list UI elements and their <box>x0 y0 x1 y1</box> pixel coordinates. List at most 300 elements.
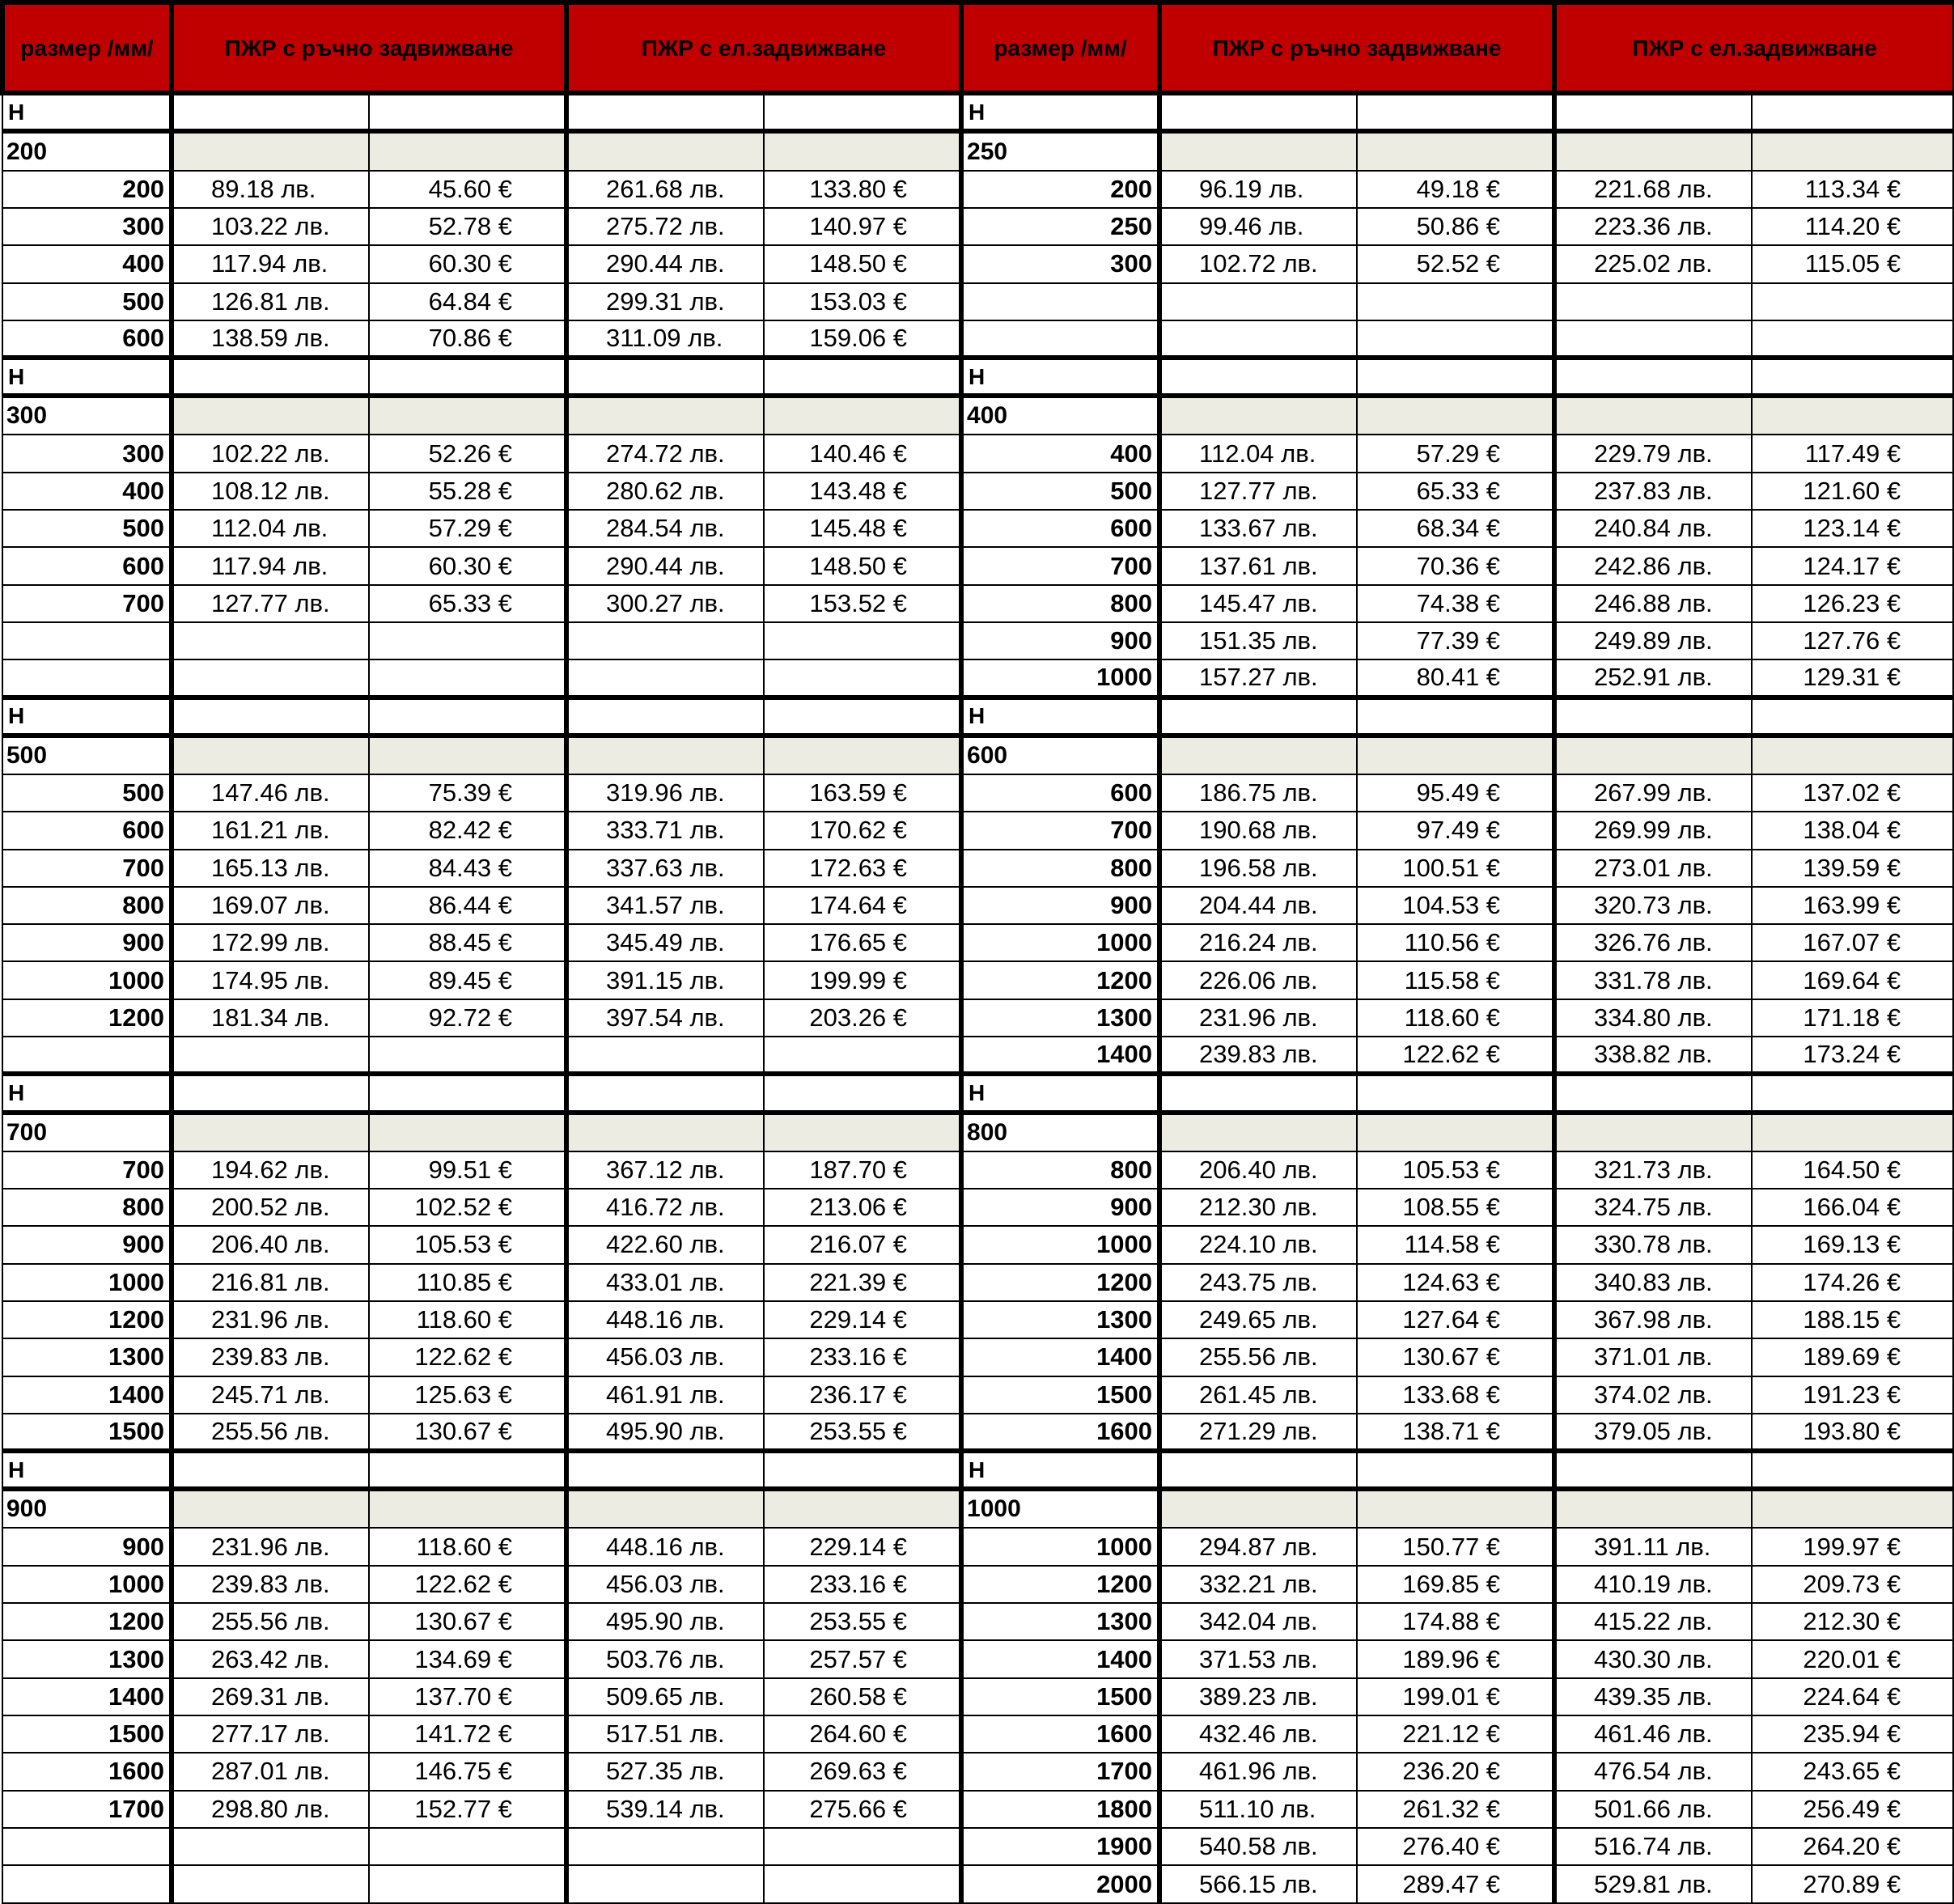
manual-price-bgn: 206.40 лв. <box>172 1226 369 1263</box>
empty-cell <box>961 283 1159 320</box>
empty-cell <box>369 1037 566 1074</box>
manual-price-eur: 118.60 € <box>369 1301 566 1338</box>
electric-price-eur: 264.20 € <box>1752 1828 1954 1865</box>
empty-cell <box>1752 131 1954 170</box>
electric-price-bgn: 495.90 лв. <box>566 1414 764 1451</box>
electric-price-bgn: 430.30 лв. <box>1554 1640 1752 1677</box>
electric-price-eur: 163.99 € <box>1752 887 1954 924</box>
manual-price-bgn: 212.30 лв. <box>1159 1189 1357 1226</box>
electric-price-eur: 191.23 € <box>1752 1376 1954 1414</box>
electric-price-eur: 126.23 € <box>1752 585 1954 622</box>
table-row <box>2 585 1954 622</box>
manual-price-eur: 134.69 € <box>369 1640 566 1677</box>
manual-price-eur: 122.62 € <box>369 1338 566 1376</box>
electric-price-eur: 187.70 € <box>764 1151 961 1189</box>
manual-price-eur: 141.72 € <box>369 1715 566 1753</box>
electric-price-bgn: 415.22 лв. <box>1554 1603 1752 1640</box>
electric-price-bgn: 379.05 лв. <box>1554 1414 1752 1451</box>
height-label: H <box>961 698 1159 736</box>
table-row <box>2 1865 1954 1903</box>
size-value: 1700 <box>2 1791 172 1828</box>
electric-price-eur: 199.97 € <box>1752 1528 1954 1565</box>
empty-cell <box>1357 1451 1554 1489</box>
manual-drive-header: ПЖР с ръчно задвижване <box>172 2 566 93</box>
manual-price-bgn: 194.62 лв. <box>172 1151 369 1189</box>
table-row <box>2 208 1954 245</box>
empty-cell <box>566 358 764 396</box>
size-value: 600 <box>961 510 1159 547</box>
electric-price-eur: 256.49 € <box>1752 1791 1954 1828</box>
electric-price-bgn: 509.65 лв. <box>566 1678 764 1715</box>
electric-price-eur: 137.02 € <box>1752 774 1954 812</box>
table-row <box>2 1603 1954 1640</box>
empty-cell <box>1159 320 1357 358</box>
empty-cell <box>1752 1113 1954 1151</box>
electric-price-eur: 163.59 € <box>764 774 961 812</box>
size-value: 200 <box>2 171 172 208</box>
manual-price-bgn: 174.95 лв. <box>172 961 369 999</box>
empty-cell <box>566 622 764 659</box>
manual-price-eur: 49.18 € <box>1357 171 1554 208</box>
manual-price-bgn: 138.59 лв. <box>172 320 369 358</box>
electric-price-bgn: 501.66 лв. <box>1554 1791 1752 1828</box>
height-label-row <box>2 93 1954 131</box>
empty-cell <box>369 1828 566 1865</box>
size-value: 1600 <box>2 1753 172 1790</box>
electric-price-eur: 153.52 € <box>764 585 961 622</box>
size-value: 500 <box>2 510 172 547</box>
electric-price-eur: 123.14 € <box>1752 510 1954 547</box>
manual-price-eur: 60.30 € <box>369 547 566 584</box>
electric-price-eur: 212.30 € <box>1752 1603 1954 1640</box>
electric-price-eur: 114.20 € <box>1752 208 1954 245</box>
empty-cell <box>172 358 369 396</box>
table-row <box>2 547 1954 584</box>
electric-price-bgn: 367.98 лв. <box>1554 1301 1752 1338</box>
group-height-value: 300 <box>2 396 172 435</box>
size-value: 700 <box>2 850 172 887</box>
electric-price-eur: 171.18 € <box>1752 999 1954 1037</box>
table-row <box>2 999 1954 1037</box>
size-value: 1600 <box>961 1414 1159 1451</box>
height-label: H <box>2 1074 172 1112</box>
height-label: H <box>2 1451 172 1489</box>
manual-price-eur: 86.44 € <box>369 887 566 924</box>
electric-price-eur: 221.39 € <box>764 1264 961 1301</box>
empty-cell <box>1752 1451 1954 1489</box>
empty-cell <box>566 1828 764 1865</box>
empty-cell <box>1357 1489 1554 1528</box>
manual-price-eur: 130.67 € <box>369 1603 566 1640</box>
table-row <box>2 473 1954 510</box>
empty-cell <box>1554 283 1752 320</box>
manual-price-bgn: 245.71 лв. <box>172 1376 369 1414</box>
electric-price-eur: 229.14 € <box>764 1528 961 1565</box>
manual-price-eur: 122.62 € <box>369 1566 566 1603</box>
electric-price-bgn: 416.72 лв. <box>566 1189 764 1226</box>
size-value: 500 <box>961 473 1159 510</box>
empty-cell <box>1357 1074 1554 1112</box>
manual-price-bgn: 157.27 лв. <box>1159 659 1357 697</box>
electric-price-eur: 148.50 € <box>764 245 961 282</box>
size-value: 800 <box>961 1151 1159 1189</box>
electric-price-eur: 127.76 € <box>1752 622 1954 659</box>
electric-price-bgn: 240.84 лв. <box>1554 510 1752 547</box>
electric-price-bgn: 330.78 лв. <box>1554 1226 1752 1263</box>
height-label: H <box>2 93 172 131</box>
empty-cell <box>764 1865 961 1903</box>
size-value: 400 <box>961 435 1159 472</box>
empty-cell <box>1554 358 1752 396</box>
electric-price-bgn: 284.54 лв. <box>566 510 764 547</box>
electric-price-bgn: 367.12 лв. <box>566 1151 764 1189</box>
manual-price-bgn: 216.81 лв. <box>172 1264 369 1301</box>
table-row <box>2 1640 1954 1677</box>
empty-cell <box>172 1451 369 1489</box>
manual-price-bgn: 287.01 лв. <box>172 1753 369 1790</box>
size-value: 1400 <box>961 1640 1159 1677</box>
electric-price-eur: 264.60 € <box>764 1715 961 1753</box>
empty-cell <box>172 1828 369 1865</box>
electric-price-bgn: 334.80 лв. <box>1554 999 1752 1037</box>
empty-cell <box>1554 131 1752 170</box>
size-value: 1400 <box>961 1338 1159 1376</box>
manual-price-bgn: 89.18 лв. <box>172 171 369 208</box>
empty-cell <box>369 1451 566 1489</box>
manual-price-eur: 114.58 € <box>1357 1226 1554 1263</box>
manual-price-eur: 118.60 € <box>1357 999 1554 1037</box>
manual-price-bgn: 165.13 лв. <box>172 850 369 887</box>
empty-cell <box>1554 1113 1752 1151</box>
manual-price-eur: 52.78 € <box>369 208 566 245</box>
size-value: 1000 <box>2 1566 172 1603</box>
size-value: 1000 <box>2 1264 172 1301</box>
manual-price-eur: 138.71 € <box>1357 1414 1554 1451</box>
manual-price-bgn: 117.94 лв. <box>172 245 369 282</box>
empty-cell <box>1159 396 1357 435</box>
size-value: 600 <box>2 320 172 358</box>
manual-price-eur: 169.85 € <box>1357 1566 1554 1603</box>
electric-price-bgn: 345.49 лв. <box>566 924 764 961</box>
manual-price-bgn: 103.22 лв. <box>172 208 369 245</box>
size-value: 700 <box>2 585 172 622</box>
empty-cell <box>566 1489 764 1528</box>
size-value: 700 <box>961 812 1159 849</box>
manual-price-bgn: 231.96 лв. <box>172 1528 369 1565</box>
empty-cell <box>1554 320 1752 358</box>
table-row <box>2 887 1954 924</box>
electric-price-bgn: 448.16 лв. <box>566 1301 764 1338</box>
manual-price-bgn: 145.47 лв. <box>1159 585 1357 622</box>
electric-price-eur: 269.63 € <box>764 1753 961 1790</box>
size-value: 300 <box>2 435 172 472</box>
empty-cell <box>1357 320 1554 358</box>
manual-price-bgn: 161.21 лв. <box>172 812 369 849</box>
size-value: 600 <box>2 547 172 584</box>
group-height-value: 1000 <box>961 1489 1159 1528</box>
empty-cell <box>172 93 369 131</box>
manual-price-eur: 130.67 € <box>1357 1338 1554 1376</box>
size-value: 900 <box>961 622 1159 659</box>
electric-price-eur: 115.05 € <box>1752 245 1954 282</box>
manual-price-eur: 104.53 € <box>1357 887 1554 924</box>
manual-price-eur: 108.55 € <box>1357 1189 1554 1226</box>
size-value: 200 <box>961 171 1159 208</box>
electric-price-eur: 145.48 € <box>764 510 961 547</box>
height-label-row <box>2 1451 1954 1489</box>
electric-price-bgn: 269.99 лв. <box>1554 812 1752 849</box>
table-row <box>2 1566 1954 1603</box>
electric-price-bgn: 340.83 лв. <box>1554 1264 1752 1301</box>
empty-cell <box>566 736 764 774</box>
table-row <box>2 1753 1954 1790</box>
empty-cell <box>764 93 961 131</box>
electric-price-bgn: 341.57 лв. <box>566 887 764 924</box>
manual-price-eur: 45.60 € <box>369 171 566 208</box>
empty-cell <box>2 659 172 697</box>
empty-cell <box>764 396 961 435</box>
electric-price-eur: 133.80 € <box>764 171 961 208</box>
manual-price-eur: 74.38 € <box>1357 585 1554 622</box>
empty-cell <box>1357 131 1554 170</box>
size-value: 800 <box>2 1189 172 1226</box>
manual-price-bgn: 99.46 лв. <box>1159 208 1357 245</box>
manual-price-bgn: 255.56 лв. <box>1159 1338 1357 1376</box>
electric-price-eur: 260.58 € <box>764 1678 961 1715</box>
table-row <box>2 1338 1954 1376</box>
group-height-value: 700 <box>2 1113 172 1151</box>
electric-price-bgn: 290.44 лв. <box>566 245 764 282</box>
manual-price-eur: 105.53 € <box>369 1226 566 1263</box>
manual-price-bgn: 239.83 лв. <box>172 1338 369 1376</box>
manual-price-eur: 55.28 € <box>369 473 566 510</box>
empty-cell <box>1752 283 1954 320</box>
manual-price-bgn: 294.87 лв. <box>1159 1528 1357 1565</box>
group-height-value: 500 <box>2 736 172 774</box>
table-row <box>2 1037 1954 1074</box>
manual-price-bgn: 342.04 лв. <box>1159 1603 1357 1640</box>
table-row <box>2 1189 1954 1226</box>
electric-price-eur: 170.62 € <box>764 812 961 849</box>
empty-cell <box>1357 396 1554 435</box>
electric-price-bgn: 461.46 лв. <box>1554 1715 1752 1753</box>
table-row <box>2 1414 1954 1451</box>
manual-price-bgn: 371.53 лв. <box>1159 1640 1357 1677</box>
empty-cell <box>172 1074 369 1112</box>
electric-price-eur: 159.06 € <box>764 320 961 358</box>
empty-cell <box>172 1037 369 1074</box>
empty-cell <box>172 736 369 774</box>
electric-price-bgn: 221.68 лв. <box>1554 171 1752 208</box>
table-row <box>2 850 1954 887</box>
manual-price-eur: 221.12 € <box>1357 1715 1554 1753</box>
manual-price-eur: 65.33 € <box>369 585 566 622</box>
electric-price-eur: 167.07 € <box>1752 924 1954 961</box>
manual-price-bgn: 243.75 лв. <box>1159 1264 1357 1301</box>
manual-price-bgn: 108.12 лв. <box>172 473 369 510</box>
manual-price-bgn: 196.58 лв. <box>1159 850 1357 887</box>
electric-price-eur: 203.26 € <box>764 999 961 1037</box>
size-value: 1000 <box>961 1226 1159 1263</box>
electric-price-bgn: 280.62 лв. <box>566 473 764 510</box>
size-value: 700 <box>2 1151 172 1189</box>
manual-price-bgn: 112.04 лв. <box>1159 435 1357 472</box>
electric-price-eur: 275.66 € <box>764 1791 961 1828</box>
empty-cell <box>764 1037 961 1074</box>
table-row <box>2 812 1954 849</box>
height-label: H <box>2 698 172 736</box>
electric-price-eur: 224.64 € <box>1752 1678 1954 1715</box>
empty-cell <box>172 1489 369 1528</box>
electric-price-eur: 166.04 € <box>1752 1189 1954 1226</box>
manual-price-bgn: 190.68 лв. <box>1159 812 1357 849</box>
size-value: 800 <box>2 887 172 924</box>
electric-price-bgn: 527.35 лв. <box>566 1753 764 1790</box>
table-row <box>2 961 1954 999</box>
manual-price-bgn: 226.06 лв. <box>1159 961 1357 999</box>
electric-price-bgn: 503.76 лв. <box>566 1640 764 1677</box>
electric-price-eur: 140.46 € <box>764 435 961 472</box>
empty-cell <box>1752 396 1954 435</box>
electric-price-eur: 129.31 € <box>1752 659 1954 697</box>
electric-price-bgn: 273.01 лв. <box>1554 850 1752 887</box>
table-row <box>2 245 1954 282</box>
manual-price-bgn: 261.45 лв. <box>1159 1376 1357 1414</box>
size-value: 1000 <box>961 924 1159 961</box>
manual-price-bgn: 239.83 лв. <box>172 1566 369 1603</box>
size-value: 1400 <box>961 1037 1159 1074</box>
manual-price-bgn: 112.04 лв. <box>172 510 369 547</box>
empty-cell <box>1159 93 1357 131</box>
manual-price-eur: 75.39 € <box>369 774 566 812</box>
manual-price-bgn: 255.56 лв. <box>172 1414 369 1451</box>
empty-cell <box>566 1037 764 1074</box>
electric-price-bgn: 225.02 лв. <box>1554 245 1752 282</box>
empty-cell <box>764 1489 961 1528</box>
size-value: 500 <box>2 774 172 812</box>
table-row <box>2 659 1954 697</box>
size-value: 900 <box>961 1189 1159 1226</box>
size-value: 1000 <box>961 659 1159 697</box>
electric-price-eur: 164.50 € <box>1752 1151 1954 1189</box>
size-value: 1900 <box>961 1828 1159 1865</box>
electric-price-bgn: 516.74 лв. <box>1554 1828 1752 1865</box>
electric-price-bgn: 229.79 лв. <box>1554 435 1752 472</box>
manual-price-eur: 289.47 € <box>1357 1865 1554 1903</box>
empty-cell <box>369 659 566 697</box>
electric-price-bgn: 299.31 лв. <box>566 283 764 320</box>
empty-cell <box>1357 698 1554 736</box>
electric-price-eur: 174.26 € <box>1752 1264 1954 1301</box>
empty-cell <box>369 396 566 435</box>
manual-price-eur: 133.68 € <box>1357 1376 1554 1414</box>
electric-price-bgn: 300.27 лв. <box>566 585 764 622</box>
electric-price-bgn: 433.01 лв. <box>566 1264 764 1301</box>
electric-price-bgn: 331.78 лв. <box>1554 961 1752 999</box>
empty-cell <box>1752 320 1954 358</box>
empty-cell <box>172 622 369 659</box>
electric-price-bgn: 374.02 лв. <box>1554 1376 1752 1414</box>
empty-cell <box>1752 736 1954 774</box>
group-height-value: 200 <box>2 131 172 170</box>
empty-cell <box>1357 93 1554 131</box>
manual-price-bgn: 151.35 лв. <box>1159 622 1357 659</box>
size-value: 1300 <box>961 1301 1159 1338</box>
empty-cell <box>1159 1451 1357 1489</box>
electric-price-eur: 148.50 € <box>764 547 961 584</box>
manual-price-eur: 102.52 € <box>369 1189 566 1226</box>
electric-drive-header: ПЖР с ел.задвижване <box>566 2 961 93</box>
manual-price-eur: 80.41 € <box>1357 659 1554 697</box>
manual-price-bgn: 172.99 лв. <box>172 924 369 961</box>
manual-price-eur: 115.58 € <box>1357 961 1554 999</box>
group-label-row <box>2 1113 1954 1151</box>
electric-price-eur: 199.99 € <box>764 961 961 999</box>
electric-price-bgn: 422.60 лв. <box>566 1226 764 1263</box>
manual-price-eur: 152.77 € <box>369 1791 566 1828</box>
size-value: 1300 <box>961 1603 1159 1640</box>
group-height-value: 400 <box>961 396 1159 435</box>
electric-price-bgn: 274.72 лв. <box>566 435 764 472</box>
electric-price-eur: 193.80 € <box>1752 1414 1954 1451</box>
electric-price-eur: 233.16 € <box>764 1338 961 1376</box>
table-row <box>2 1151 1954 1189</box>
size-value: 1800 <box>961 1791 1159 1828</box>
empty-cell <box>1159 1489 1357 1528</box>
size-value: 400 <box>2 473 172 510</box>
size-value: 1400 <box>2 1376 172 1414</box>
size-value: 1200 <box>961 1566 1159 1603</box>
table-row <box>2 1376 1954 1414</box>
electric-price-bgn: 319.96 лв. <box>566 774 764 812</box>
empty-cell <box>1357 283 1554 320</box>
size-value: 900 <box>2 1226 172 1263</box>
manual-price-eur: 70.36 € <box>1357 547 1554 584</box>
electric-price-eur: 253.55 € <box>764 1603 961 1640</box>
table-row <box>2 1528 1954 1565</box>
group-height-value: 600 <box>961 736 1159 774</box>
electric-price-bgn: 223.36 лв. <box>1554 208 1752 245</box>
empty-cell <box>1357 736 1554 774</box>
manual-price-bgn: 204.44 лв. <box>1159 887 1357 924</box>
electric-price-eur: 189.69 € <box>1752 1338 1954 1376</box>
empty-cell <box>566 1865 764 1903</box>
electric-price-eur: 139.59 € <box>1752 850 1954 887</box>
manual-price-bgn: 96.19 лв. <box>1159 171 1357 208</box>
electric-price-eur: 173.24 € <box>1752 1037 1954 1074</box>
electric-price-bgn: 242.86 лв. <box>1554 547 1752 584</box>
manual-price-bgn: 511.10 лв. <box>1159 1791 1357 1828</box>
manual-price-bgn: 566.15 лв. <box>1159 1865 1357 1903</box>
empty-cell <box>566 396 764 435</box>
electric-price-eur: 169.64 € <box>1752 961 1954 999</box>
size-value: 600 <box>2 812 172 849</box>
manual-price-bgn: 231.96 лв. <box>172 1301 369 1338</box>
manual-price-eur: 99.51 € <box>369 1151 566 1189</box>
empty-cell <box>369 736 566 774</box>
electric-price-bgn: 476.54 лв. <box>1554 1753 1752 1790</box>
electric-price-bgn: 249.89 лв. <box>1554 622 1752 659</box>
empty-cell <box>369 698 566 736</box>
manual-price-eur: 77.39 € <box>1357 622 1554 659</box>
electric-price-eur: 188.15 € <box>1752 1301 1954 1338</box>
table-row <box>2 774 1954 812</box>
manual-price-eur: 68.34 € <box>1357 510 1554 547</box>
manual-price-bgn: 200.52 лв. <box>172 1189 369 1226</box>
electric-price-eur: 140.97 € <box>764 208 961 245</box>
manual-price-bgn: 540.58 лв. <box>1159 1828 1357 1865</box>
empty-cell <box>566 1451 764 1489</box>
